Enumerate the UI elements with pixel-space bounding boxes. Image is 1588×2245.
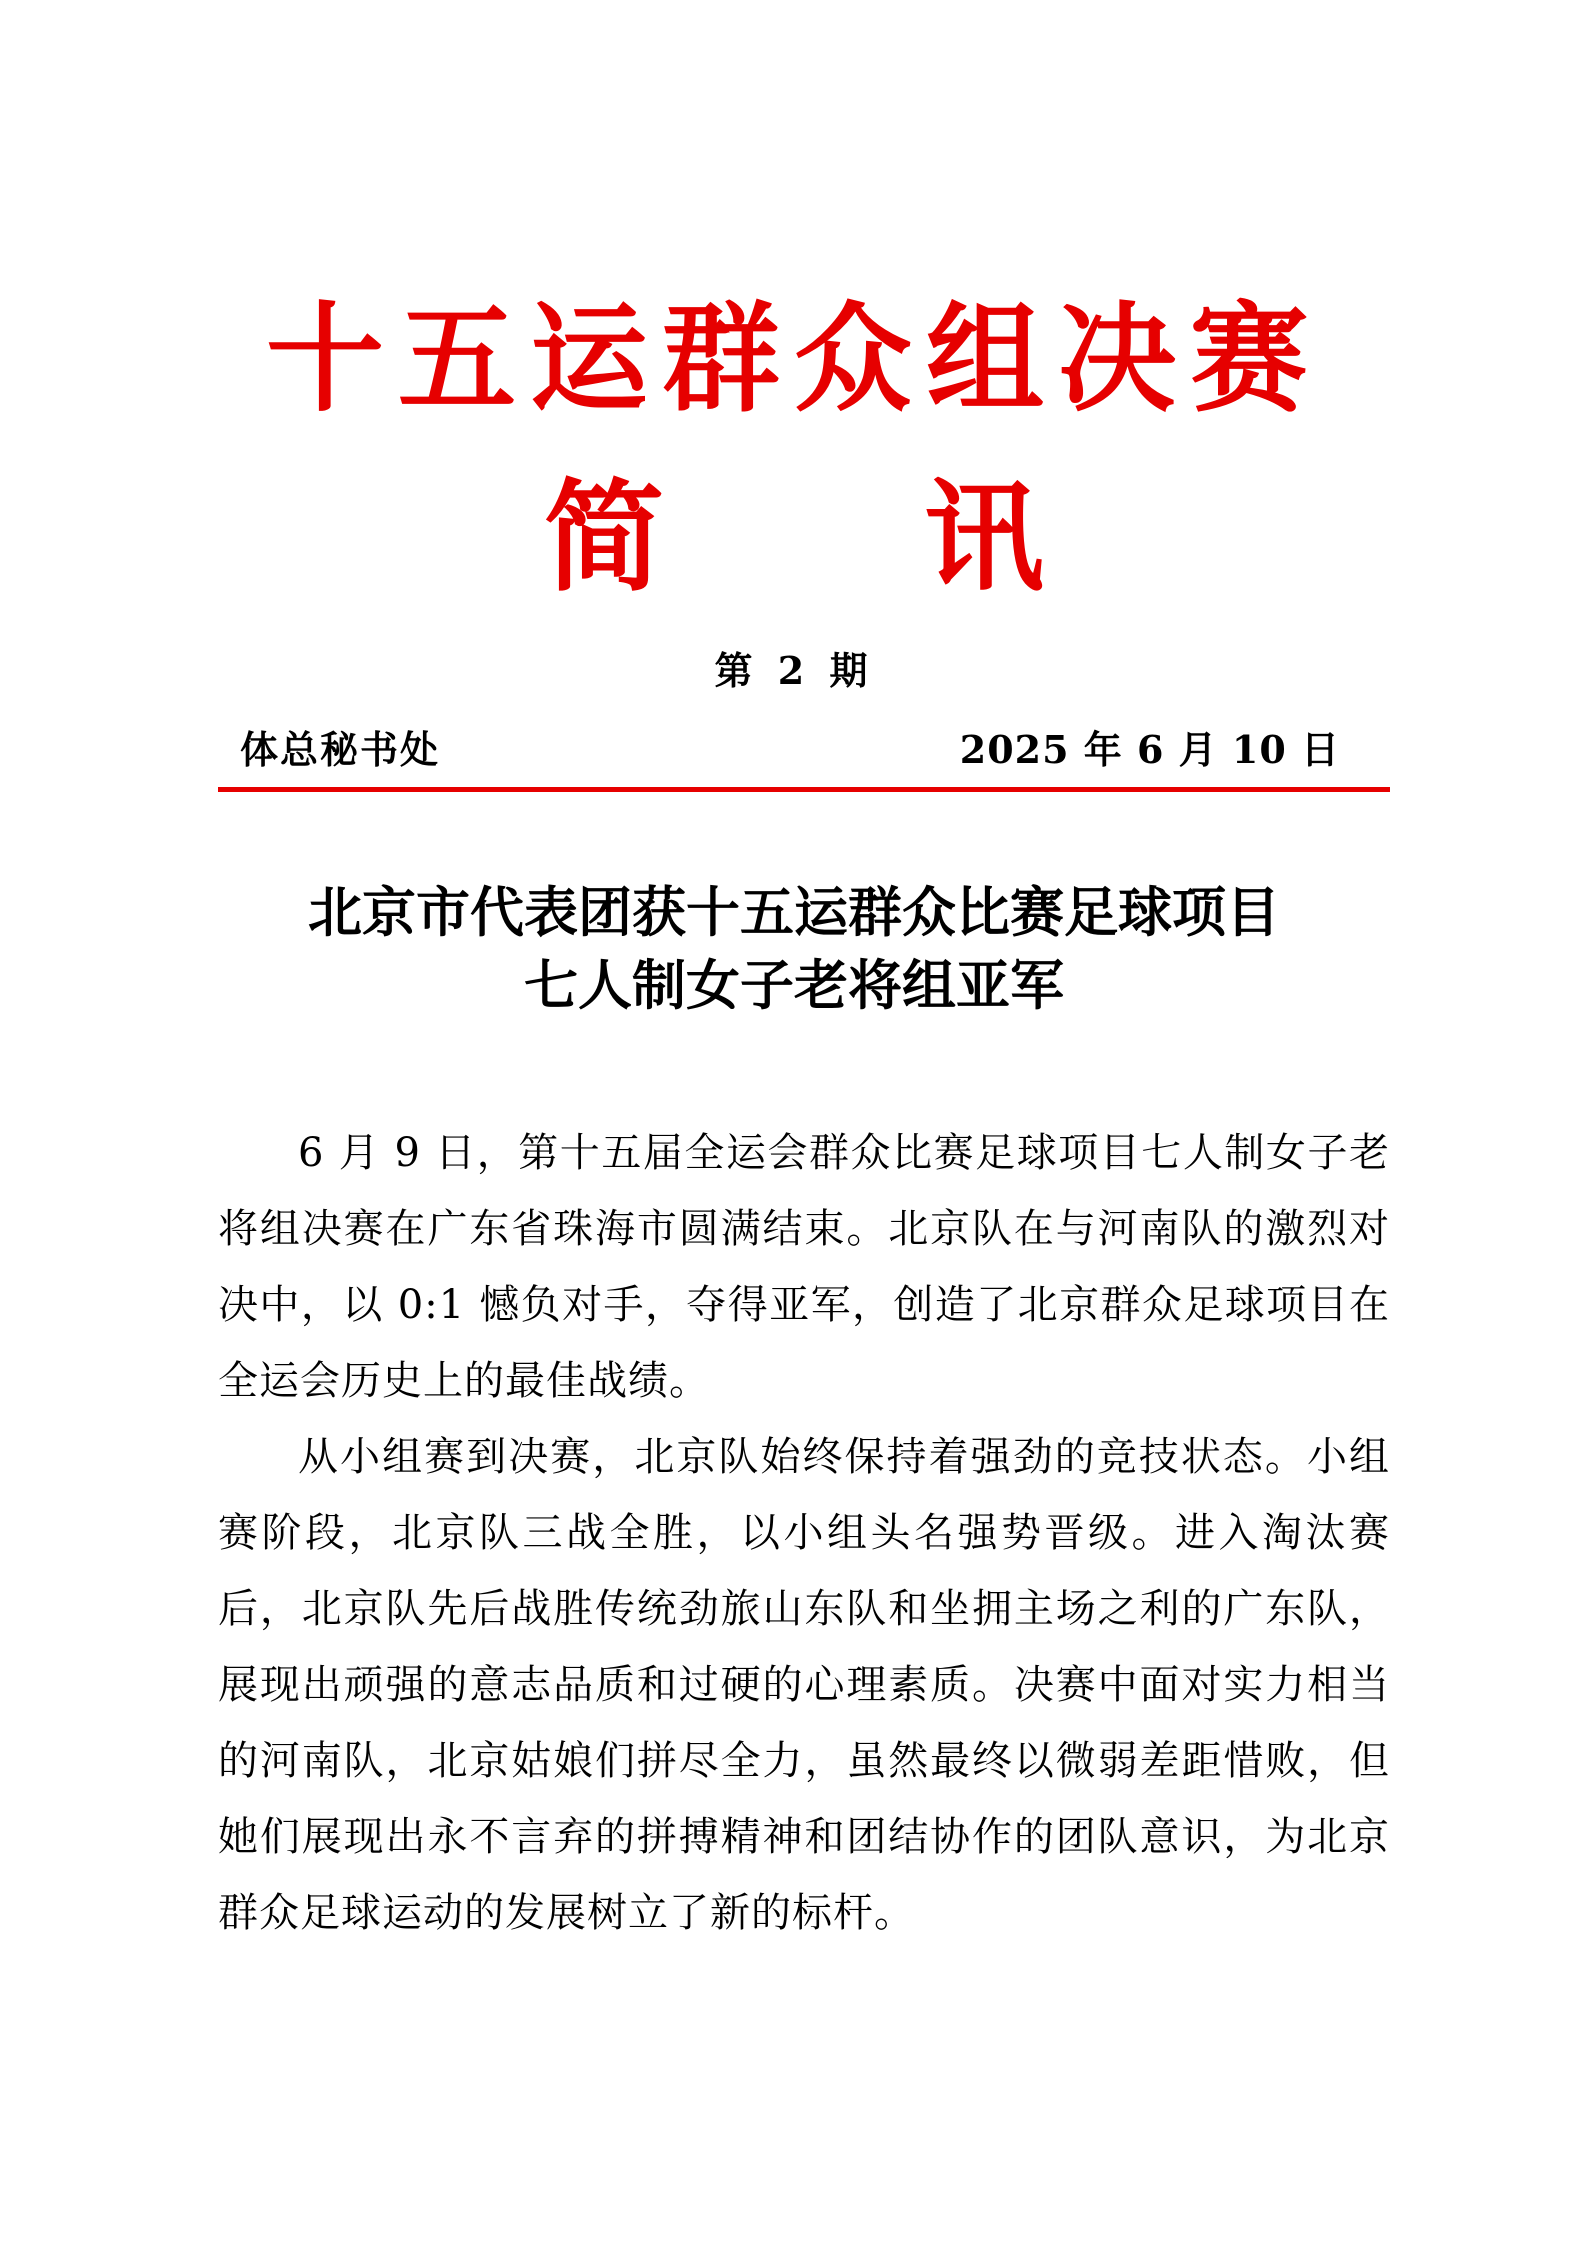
article-paragraph-1: 6 月 9 日，第十五届全运会群众比赛足球项目七人制女子老将组决赛在广东省珠海市圆满结束。北京队在与河南队的激烈对决中，以 0:1 憾负对手，夺得亚军，创造了北京群众足球项目在全运会历史上的最佳战绩。 [218,1130,1390,1404]
masthead-title: 十五运群众组决赛 [265,289,1322,428]
article-body [218,1115,1390,1951]
issuer: 体总秘书处 [240,727,441,772]
issue-date: 2025 年 6 月 10 日 [959,727,1340,772]
article-headline-line-2: 七人制女子老将组亚军 [524,953,1064,1017]
issue-number: 第 2 期 [714,648,874,693]
article-paragraph-2: 从小组赛到决赛，北京队始终保持着强劲的竞技状态。小组赛阶段，北京队三战全胜，以小组头名强势晋级。进入淘汰赛后，北京队先后战胜传统劲旅山东队和坐拥主场之利的广东队，展现出顽强的意志品质和过硬的心理素质。决赛中面对实力相当的河南队，北京姑娘们拼尽全力，虽然最终以微弱差距惜败，但她们展现出永不言弃的拼搏精神和团结协作的团队意识，为北京群众足球运动的发展树立了新的标杆。 [218,1434,1390,1936]
meta-row [240,728,1340,772]
article-headline-line-1: 北京市代表团获十五运群众比赛足球项目 [308,880,1280,944]
masthead-subtitle-left: 简 [544,467,664,608]
masthead-subtitle-right: 讯 [924,467,1044,608]
red-divider-rule [218,787,1390,792]
masthead-subtitle [0,467,1588,608]
